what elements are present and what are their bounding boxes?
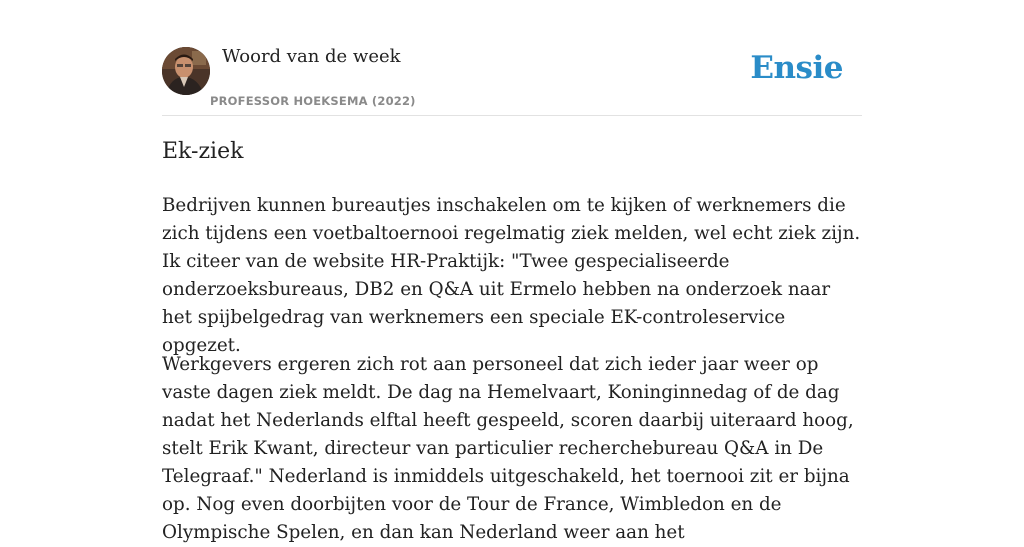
- article-paragraph: Bedrijven kunnen bureautjes inschakelen om te kijken of werknemers die zich tijdens een voetbaltoernooi regelmatig ziek melden, wel echt ziek zijn. Ik citeer van de website HR-Praktijk: "Twee gespecialiseerde onderzoeksbureaus, DB2 en Q&A uit Ermelo hebben na onderzoek naar het spijbelgedrag van werknemers een speciale EK-controleservice opgezet.: [162, 195, 861, 356]
- avatar[interactable]: [162, 47, 210, 95]
- header: [162, 0, 862, 116]
- author-photo-icon: [162, 47, 210, 95]
- article-title: Ek-ziek: [162, 139, 244, 164]
- topic-label[interactable]: Woord van de week: [222, 46, 401, 67]
- article-paragraph: Werkgevers ergeren zich rot aan personeel dat zich ieder jaar weer op vaste dagen ziek meldt. De dag na Hemelvaart, Koninginnedag of de dag nadat het Nederlands elftal heeft gespeeld, scoren daarbij uiteraard hoog, stelt Erik Kwant, directeur van particulier recherchebureau Q&A in De Telegraaf." Nederland is inmiddels uitgeschakeld, het toernooi zit er bijna op. Nog even doorbijten voor de Tour de France, Wimbledon en de Olympische Spelen, en dan kan Nederland weer aan het: [162, 354, 854, 543]
- author-name[interactable]: PROFESSOR HOEKSEMA (2022): [210, 94, 416, 108]
- brand-logo[interactable]: Ensie: [750, 50, 843, 86]
- page: [162, 0, 862, 543]
